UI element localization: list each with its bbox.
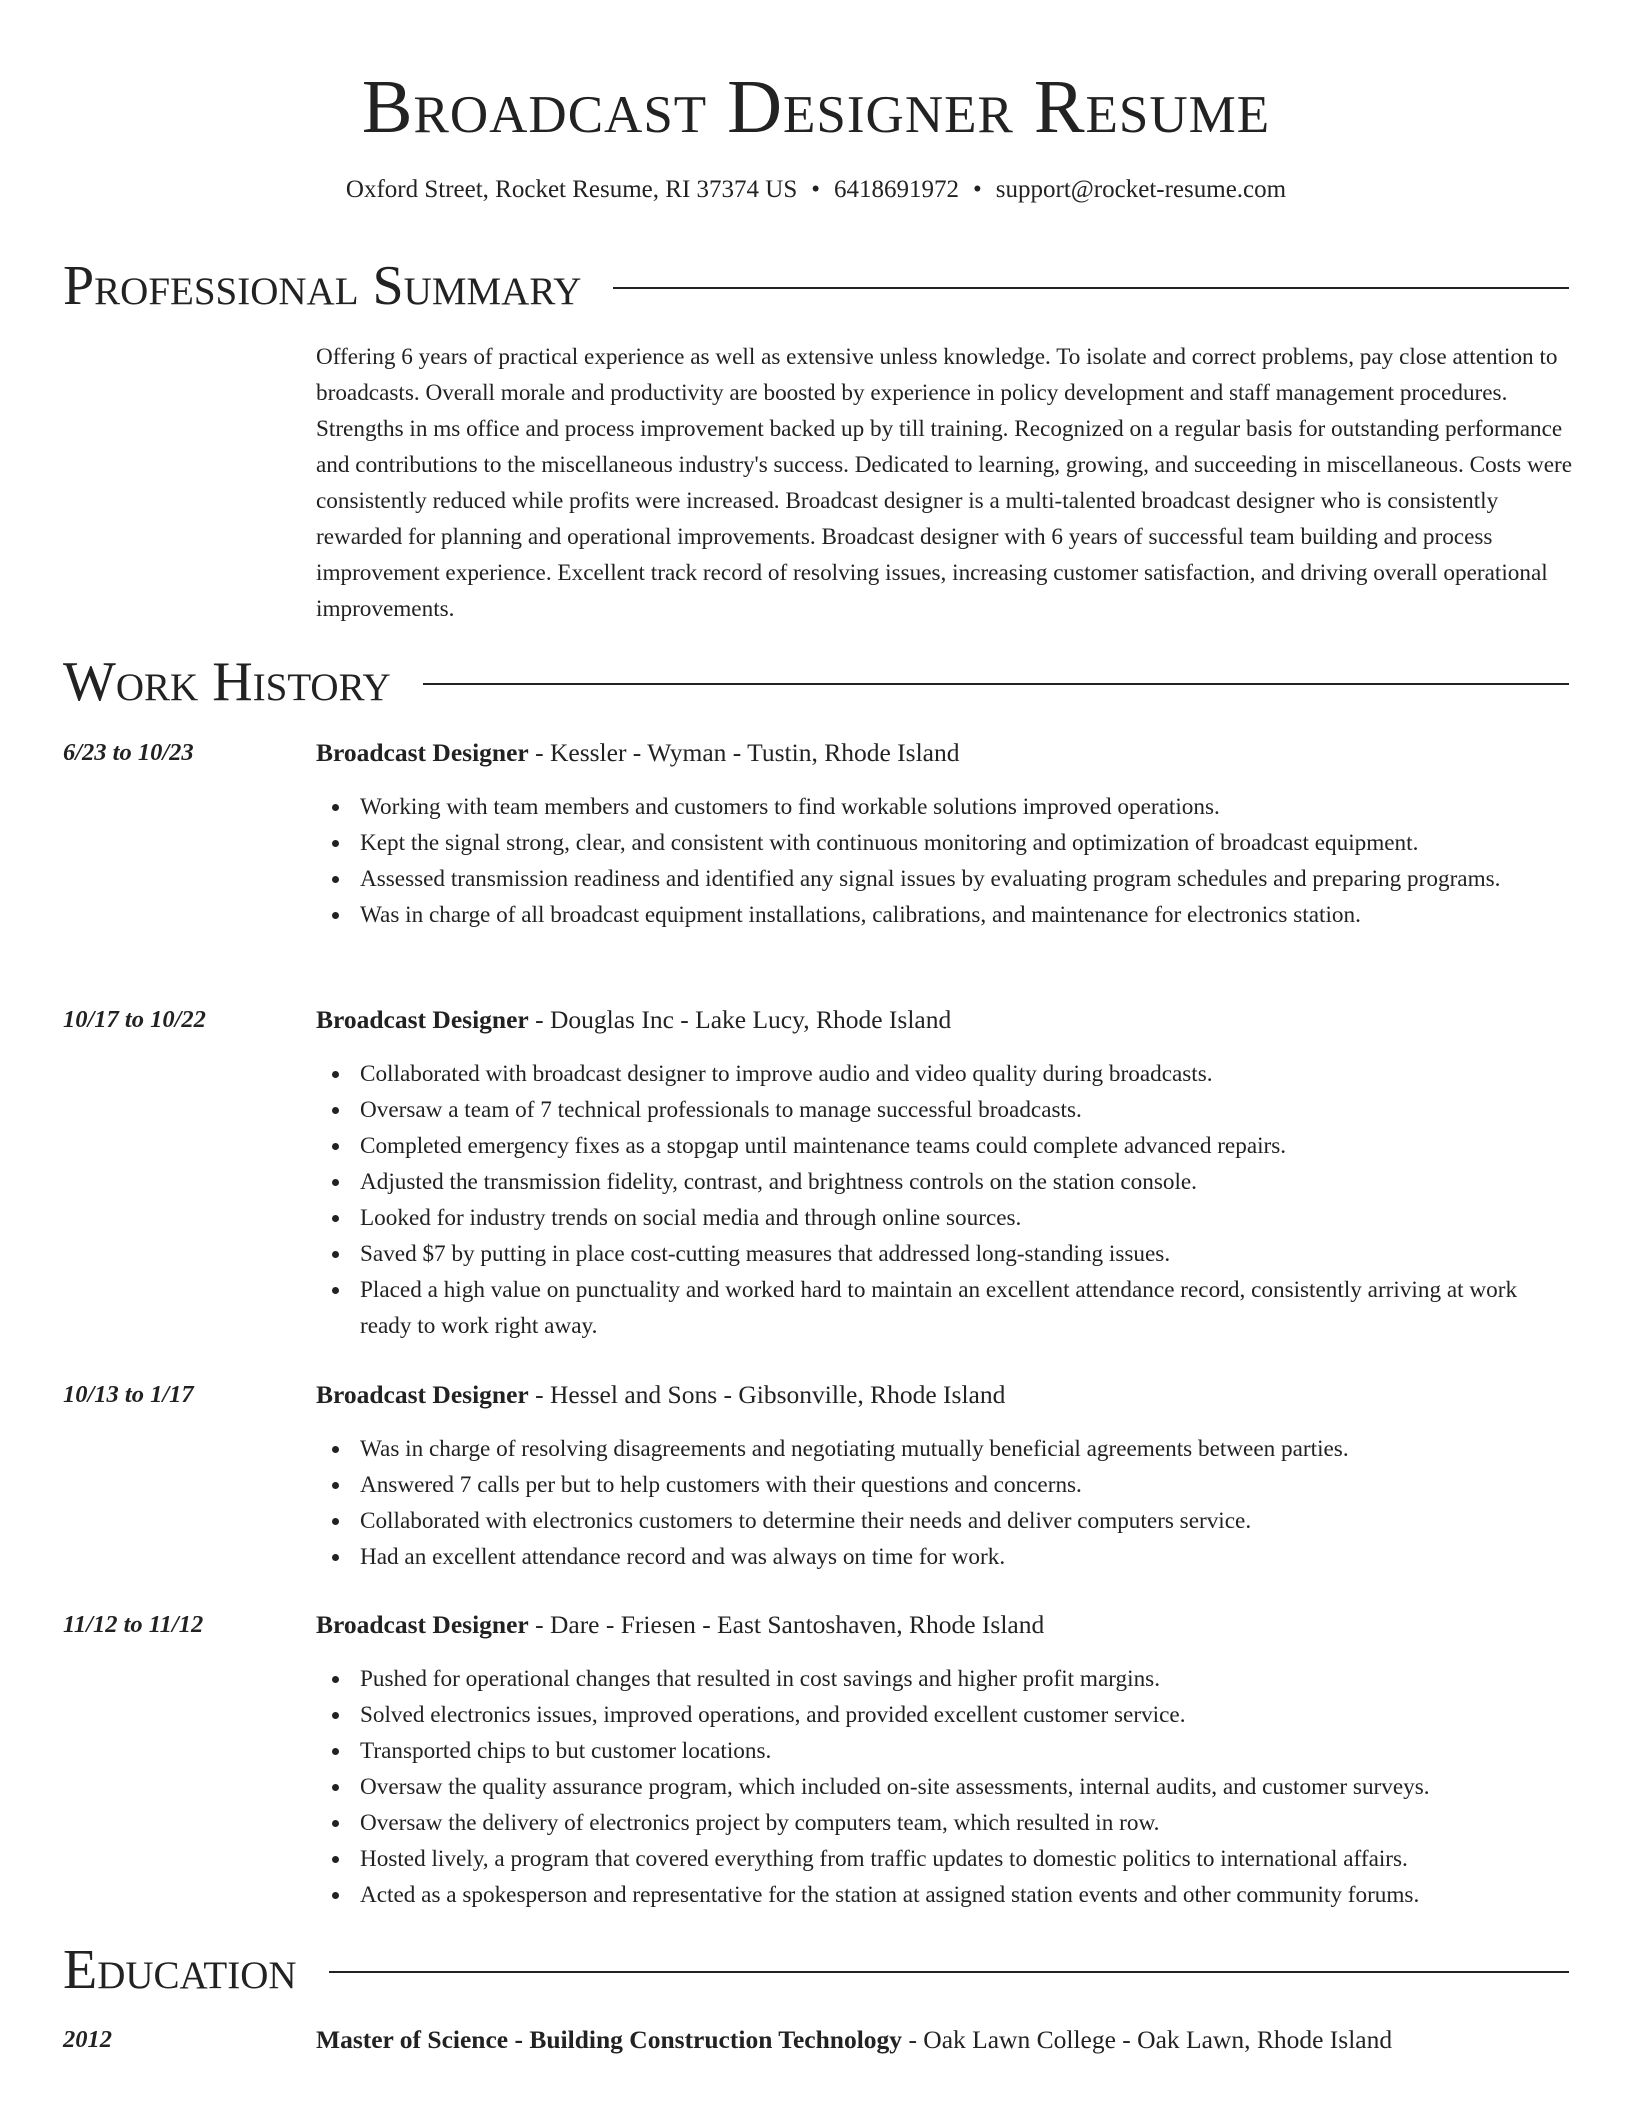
job-bullet: Assessed transmission readiness and identified any signal issues by evaluating program schedules and preparing programs. <box>360 861 1572 897</box>
summary-text: Offering 6 years of practical experience as well as extensive unless knowledge. To isolate and correct problems, pay close attention to broadcasts. Overall morale and productivity are boosted by experience in policy development and staff management procedures. Strengths in ms office and process improvement backed up by till training. Recognized on a regular basis for outstanding performance and contributions to the miscellaneous industry's success. Dedicated to learning, growing, and succeeding in miscellaneous. Costs were consistently reduced while profits were increased. Broadcast designer is a multi-talented broadcast designer who is consistently rewarded for planning and operational improvements. Broadcast designer with 6 years of successful team building and process improvement experience. Excellent track record of resolving issues, increasing customer satisfaction, and driving overall operational improvements. <box>316 344 1573 622</box>
job-employer-location: - Hessel and Sons - Gibsonville, Rhode Island <box>528 1380 1006 1409</box>
job-bullet: Oversaw a team of 7 technical professionals to manage successful broadcasts. <box>360 1092 1572 1128</box>
education-degree: Master of Science - Building Construction Technology <box>316 2025 903 2054</box>
education-school-location: - Oak Lawn College - Oak Lawn, Rhode Island <box>902 2025 1393 2054</box>
job-bullet: Hosted lively, a program that covered everything from traffic updates to domestic politics to international affairs. <box>360 1841 1572 1877</box>
job-bullet: Transported chips to but customer locations. <box>360 1733 1572 1769</box>
job-bullet: Was in charge of resolving disagreements and negotiating mutually beneficial agreements between parties. <box>360 1431 1572 1467</box>
job-dates: 6/23 to 10/23 <box>63 739 194 766</box>
summary-section-header <box>63 256 1569 316</box>
section-divider <box>423 683 1569 685</box>
job-bullet: Pushed for operational changes that resulted in cost savings and higher profit margins. <box>360 1661 1572 1697</box>
contact-address: Oxford Street, Rocket Resume, RI 37374 US <box>345 176 798 203</box>
job-bullet: Looked for industry trends on social media and through online sources. <box>360 1200 1572 1236</box>
job-heading <box>316 1608 1044 1642</box>
job-bullet: Was in charge of all broadcast equipment installations, calibrations, and maintenance for electronics station. <box>360 897 1572 933</box>
job-bullet: Had an excellent attendance record and was always on time for work. <box>360 1539 1572 1575</box>
job-bullet: Oversaw the delivery of electronics project by computers team, which resulted in row. <box>360 1805 1572 1841</box>
job-dates: 10/13 to 1/17 <box>63 1381 194 1408</box>
contact-separator: • <box>973 176 982 203</box>
resume-title: Broadcast Designer Resume <box>361 65 1271 149</box>
job-bullet: Oversaw the quality assurance program, which included on-site assessments, internal audits, and customer surveys. <box>360 1769 1572 1805</box>
job-bullet: Collaborated with broadcast designer to improve audio and video quality during broadcasts. <box>360 1056 1572 1092</box>
job-role: Broadcast Designer <box>316 1380 529 1409</box>
job-bullet-list <box>316 789 1572 933</box>
job-bullet: Working with team members and customers to find workable solutions improved operations. <box>360 789 1572 825</box>
job-bullet: Answered 7 calls per but to help customers with their questions and concerns. <box>360 1467 1572 1503</box>
contact-phone: 6418691972 <box>834 176 960 203</box>
job-bullet: Collaborated with electronics customers to determine their needs and deliver computers service. <box>360 1503 1572 1539</box>
contact-separator: • <box>811 176 821 203</box>
job-bullet: Acted as a spokesperson and representative for the station at assigned station events and other community forums. <box>360 1877 1572 1913</box>
education-section-header <box>63 1940 1569 2000</box>
job-bullet: Kept the signal strong, clear, and consistent with continuous monitoring and optimization of broadcast equipment. <box>360 825 1572 861</box>
section-divider <box>329 1971 1569 1973</box>
job-bullet-list <box>316 1431 1572 1575</box>
job-employer-location: - Kessler - Wyman - Tustin, Rhode Island <box>528 738 960 767</box>
work-section-title: Work History <box>63 651 391 713</box>
job-bullet: Adjusted the transmission fidelity, contrast, and brightness controls on the station console. <box>360 1164 1572 1200</box>
job-heading <box>316 736 959 770</box>
education-heading <box>316 2023 1392 2057</box>
job-employer-location: - Dare - Friesen - East Santoshaven, Rhode Island <box>528 1610 1045 1639</box>
job-role: Broadcast Designer <box>316 738 529 767</box>
job-heading <box>316 1003 951 1037</box>
job-dates: 10/17 to 10/22 <box>63 1006 206 1033</box>
job-bullet: Placed a high value on punctuality and worked hard to maintain an excellent attendance record, consistently arriving at work ready to work right away. <box>360 1272 1572 1344</box>
contact-line <box>0 173 1632 207</box>
section-divider <box>613 287 1569 289</box>
job-role: Broadcast Designer <box>316 1610 529 1639</box>
job-bullet-list <box>316 1056 1572 1344</box>
job-bullet: Solved electronics issues, improved operations, and provided excellent customer service. <box>360 1697 1572 1733</box>
job-employer-location: - Douglas Inc - Lake Lucy, Rhode Island <box>528 1005 952 1034</box>
job-bullet-list <box>316 1661 1572 1913</box>
education-year: 2012 <box>63 2026 112 2053</box>
job-heading <box>316 1378 1005 1412</box>
education-section-title: Education <box>63 1939 297 2001</box>
summary-section-title: Professional Summary <box>63 255 582 317</box>
work-section-header <box>63 652 1569 712</box>
job-role: Broadcast Designer <box>316 1005 529 1034</box>
job-dates: 11/12 to 11/12 <box>63 1611 204 1638</box>
contact-email: support@rocket-resume.com <box>995 176 1287 203</box>
job-bullet: Saved $7 by putting in place cost-cutting measures that addressed long-standing issues. <box>360 1236 1572 1272</box>
job-bullet: Completed emergency fixes as a stopgap until maintenance teams could complete advanced repairs. <box>360 1128 1572 1164</box>
